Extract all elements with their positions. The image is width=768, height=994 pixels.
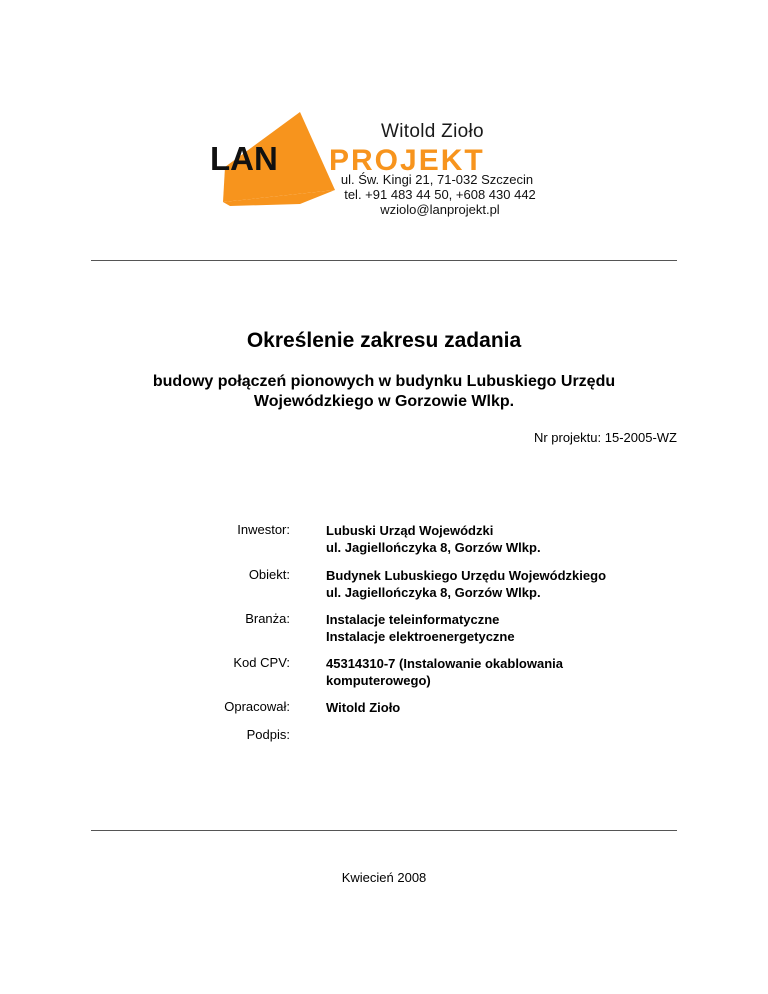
field-value-line: Budynek Lubuskiego Urzędu Wojewódzkiego bbox=[326, 568, 607, 583]
field-label-obiekt: Obiekt: bbox=[248, 567, 290, 582]
field-value-line: Instalacje elektroenergetyczne bbox=[326, 629, 515, 644]
document-subtitle bbox=[100, 372, 668, 412]
field-value-line: ul. Jagiellończyka 8, Gorzów Wlkp. bbox=[326, 540, 541, 555]
field-label-podpis: Podpis: bbox=[246, 727, 290, 742]
field-value-line: 45314310-7 (Instalowanie okablowania bbox=[326, 656, 563, 671]
document-date: Kwiecień 2008 bbox=[341, 870, 427, 885]
field-value-line: Lubuski Urząd Wojewódzki bbox=[326, 523, 494, 538]
logo-owner-name: Witold Zioło bbox=[381, 121, 484, 142]
subtitle-line-1: budowy połączeń pionowych w budynku Lubuskiego Urzędu bbox=[152, 373, 616, 390]
document-title: Określenie zakresu zadania bbox=[246, 329, 522, 352]
field-value-branza bbox=[326, 611, 686, 645]
field-value-line: Instalacje teleinformatyczne bbox=[326, 612, 500, 627]
field-value-line: ul. Jagiellończyka 8, Gorzów Wlkp. bbox=[326, 585, 541, 600]
subtitle-line-2: Wojewódzkiego w Gorzowie Wlkp. bbox=[253, 393, 515, 410]
field-value-kod-cpv bbox=[326, 655, 686, 689]
top-divider bbox=[91, 260, 677, 261]
bottom-divider bbox=[91, 830, 677, 831]
field-value-opracowal bbox=[326, 699, 686, 716]
logo-phone: tel. +91 483 44 50, +608 430 442 bbox=[344, 187, 536, 202]
field-label-branza: Branża: bbox=[245, 611, 290, 626]
field-value-obiekt bbox=[326, 567, 686, 601]
field-label-opracowal: Opracował: bbox=[224, 699, 290, 714]
logo-projekt-text: PROJEKT bbox=[329, 144, 485, 177]
field-label-kod-cpv: Kod CPV: bbox=[233, 655, 290, 670]
logo-lan-text: LAN bbox=[210, 140, 278, 177]
field-value-inwestor bbox=[326, 522, 686, 556]
field-value-line: komputerowego) bbox=[326, 673, 431, 688]
logo-email: wziolo@lanprojekt.pl bbox=[380, 202, 500, 217]
project-number: Nr projektu: 15-2005-WZ bbox=[533, 430, 677, 445]
field-value-line: Witold Zioło bbox=[326, 700, 401, 715]
logo-address: ul. Św. Kingi 21, 71-032 Szczecin bbox=[340, 172, 534, 187]
field-label-inwestor: Inwestor: bbox=[237, 522, 290, 537]
